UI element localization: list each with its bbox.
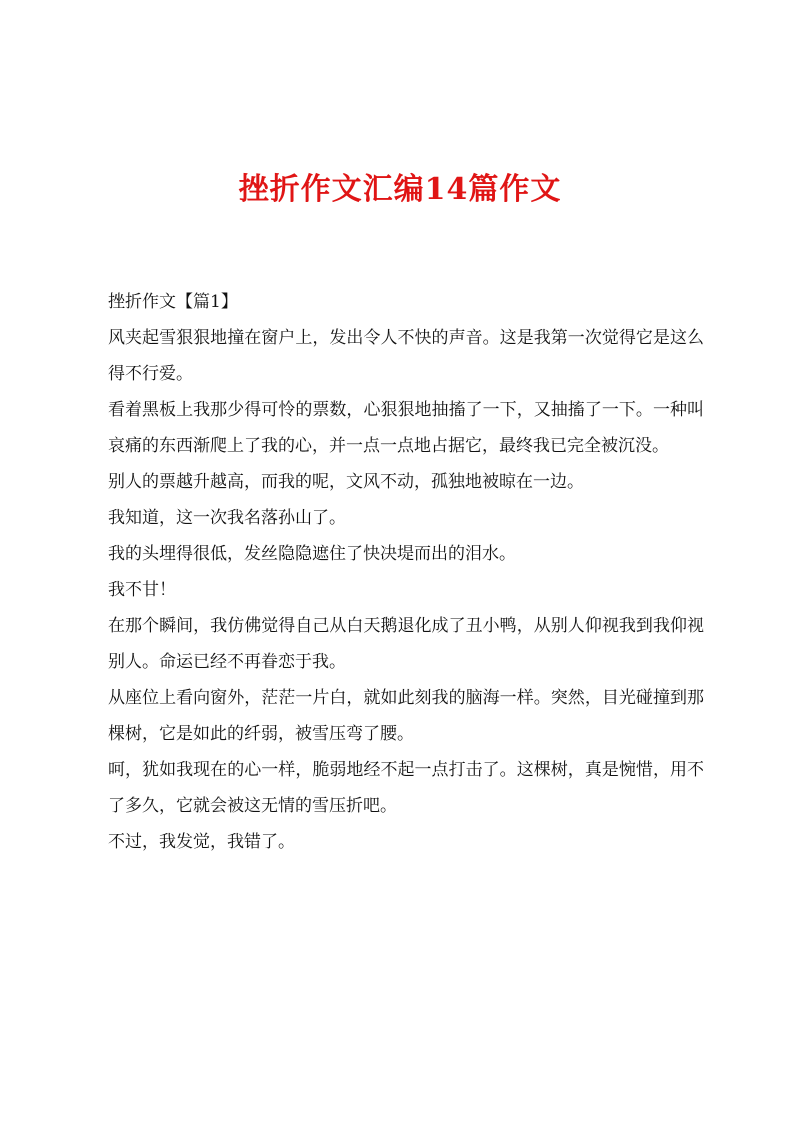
document-body bbox=[108, 284, 704, 860]
paragraph: 在那个瞬间，我仿佛觉得自己从白天鹅退化成了丑小鸭，从别人仰视我到我仰视别人。命运已经不再眷恋于我。 bbox=[108, 616, 704, 672]
paragraph: 风夹起雪狠狠地撞在窗户上，发出令人不快的声音。这是我第一次觉得它是这么得不行爱。 bbox=[108, 328, 704, 384]
paragraph: 别人的票越升越高，而我的呢，文风不动，孤独地被晾在一边。 bbox=[108, 472, 584, 492]
paragraph: 呵，犹如我现在的心一样，脆弱地经不起一点打击了。这棵树，真是惋惜，用不了多久，它就会被这无情的雪压折吧。 bbox=[108, 760, 704, 816]
document-title: 挫折作文汇编14篇作文 bbox=[238, 172, 562, 207]
paragraph: 看着黑板上我那少得可怜的票数，心狠狠地抽搐了一下，又抽搐了一下。一种叫哀痛的东西渐爬上了我的心，并一点一点地占据它，最终我已完全被沉没。 bbox=[108, 400, 704, 456]
paragraph: 我的头埋得很低，发丝隐隐遮住了快决堤而出的泪水。 bbox=[108, 544, 516, 564]
paragraph: 从座位上看向窗外，茫茫一片白，就如此刻我的脑海一样。突然，目光碰撞到那棵树，它是如此的纤弱，被雪压弯了腰。 bbox=[108, 688, 704, 744]
section-heading: 挫折作文【篇1】 bbox=[108, 292, 238, 312]
paragraph: 我不甘！ bbox=[108, 580, 176, 600]
paragraph: 不过，我发觉，我错了。 bbox=[108, 832, 295, 852]
paragraph: 我知道，这一次我名落孙山了。 bbox=[108, 508, 346, 528]
